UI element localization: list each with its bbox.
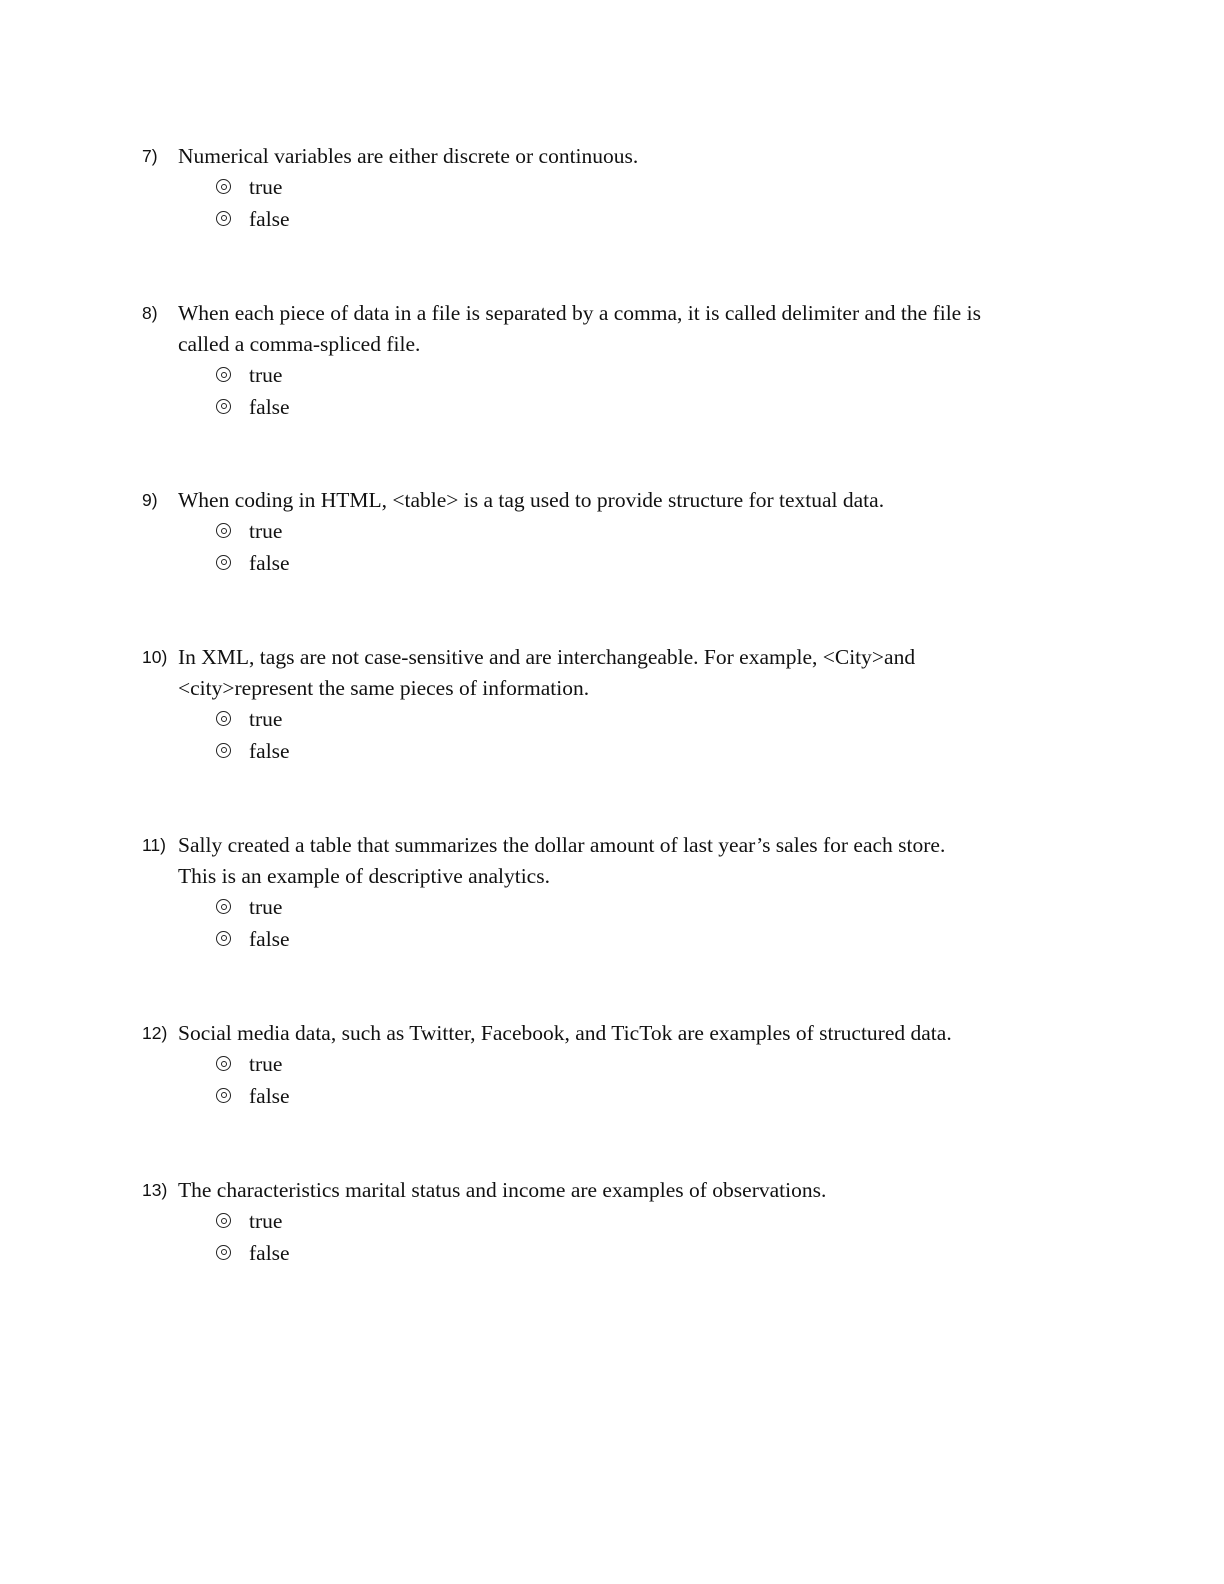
answer-options	[142, 1049, 1082, 1112]
question-8	[142, 298, 1082, 423]
radio-button-icon[interactable]	[216, 1245, 231, 1260]
option-label: true	[249, 175, 283, 199]
question-text: When coding in HTML, <table> is a tag used to provide structure for textual data.	[178, 488, 885, 512]
answer-options	[142, 360, 1082, 423]
option-true[interactable]	[142, 360, 1082, 392]
question-12	[142, 1018, 1082, 1112]
option-label: false	[249, 206, 290, 231]
question-line	[142, 673, 1082, 704]
answer-options	[142, 1206, 1082, 1269]
question-number: 7)	[142, 146, 158, 166]
question-11	[142, 830, 1082, 955]
question-13	[142, 1175, 1082, 1269]
option-false[interactable]	[142, 1081, 1082, 1113]
option-false[interactable]	[142, 1238, 1082, 1270]
radio-button-icon[interactable]	[216, 555, 231, 570]
option-label: false	[249, 926, 290, 951]
question-number: 8)	[142, 303, 158, 323]
question-text: called a comma-spliced file.	[178, 332, 421, 356]
question-line	[142, 1175, 1082, 1206]
radio-button-icon[interactable]	[216, 743, 231, 758]
question-line	[142, 861, 1082, 892]
radio-button-icon[interactable]	[216, 1088, 231, 1103]
option-label: false	[249, 550, 290, 575]
answer-options	[142, 892, 1082, 955]
option-false[interactable]	[142, 924, 1082, 956]
option-false[interactable]	[142, 736, 1082, 768]
question-line	[142, 298, 1082, 329]
option-label: true	[249, 519, 283, 543]
option-label: true	[249, 1209, 283, 1233]
question-line	[142, 642, 1082, 673]
question-text: Sally created a table that summarizes the dollar amount of last year’s sales for each store.	[178, 833, 946, 857]
radio-button-icon[interactable]	[216, 367, 231, 382]
option-true[interactable]	[142, 1206, 1082, 1238]
question-line	[142, 329, 1082, 360]
question-text: In XML, tags are not case-sensitive and are interchangeable. For example, <City>and	[178, 645, 916, 669]
question-7	[142, 141, 1082, 235]
option-true[interactable]	[142, 172, 1082, 204]
radio-button-icon[interactable]	[216, 523, 231, 538]
option-true[interactable]	[142, 892, 1082, 924]
option-false[interactable]	[142, 392, 1082, 424]
option-label: true	[249, 1052, 283, 1076]
answer-options	[142, 704, 1082, 767]
option-label: true	[249, 707, 283, 731]
radio-button-icon[interactable]	[216, 1056, 231, 1071]
question-10	[142, 642, 1082, 767]
option-true[interactable]	[142, 516, 1082, 548]
question-number: 12)	[142, 1023, 168, 1043]
question-line	[142, 830, 1082, 861]
option-label: false	[249, 1083, 290, 1108]
question-text: Social media data, such as Twitter, Facebook, and TicTok are examples of structured data.	[178, 1021, 952, 1045]
question-text: <city>represent the same pieces of information.	[178, 676, 590, 700]
question-line	[142, 141, 1082, 172]
question-number: 11)	[142, 835, 166, 855]
radio-button-icon[interactable]	[216, 1213, 231, 1228]
question-text: Numerical variables are either discrete or continuous.	[178, 144, 639, 168]
radio-button-icon[interactable]	[216, 211, 231, 226]
question-text: The characteristics marital status and income are examples of observations.	[178, 1178, 827, 1202]
radio-button-icon[interactable]	[216, 399, 231, 414]
question-line	[142, 485, 1082, 516]
radio-button-icon[interactable]	[216, 711, 231, 726]
answer-options	[142, 516, 1082, 579]
radio-button-icon[interactable]	[216, 899, 231, 914]
question-number: 9)	[142, 490, 158, 510]
option-label: true	[249, 363, 283, 387]
radio-button-icon[interactable]	[216, 179, 231, 194]
question-text: When each piece of data in a file is separated by a comma, it is called delimiter and the file is	[178, 301, 981, 325]
option-false[interactable]	[142, 548, 1082, 580]
question-number: 10)	[142, 647, 168, 667]
option-false[interactable]	[142, 204, 1082, 236]
option-label: false	[249, 1240, 290, 1265]
option-label: false	[249, 738, 290, 763]
question-number: 13)	[142, 1180, 168, 1200]
option-true[interactable]	[142, 704, 1082, 736]
radio-button-icon[interactable]	[216, 931, 231, 946]
option-true[interactable]	[142, 1049, 1082, 1081]
answer-options	[142, 172, 1082, 235]
option-label: false	[249, 394, 290, 419]
option-label: true	[249, 895, 283, 919]
question-text: This is an example of descriptive analytics.	[178, 864, 550, 888]
question-9	[142, 485, 1082, 579]
question-line	[142, 1018, 1082, 1049]
